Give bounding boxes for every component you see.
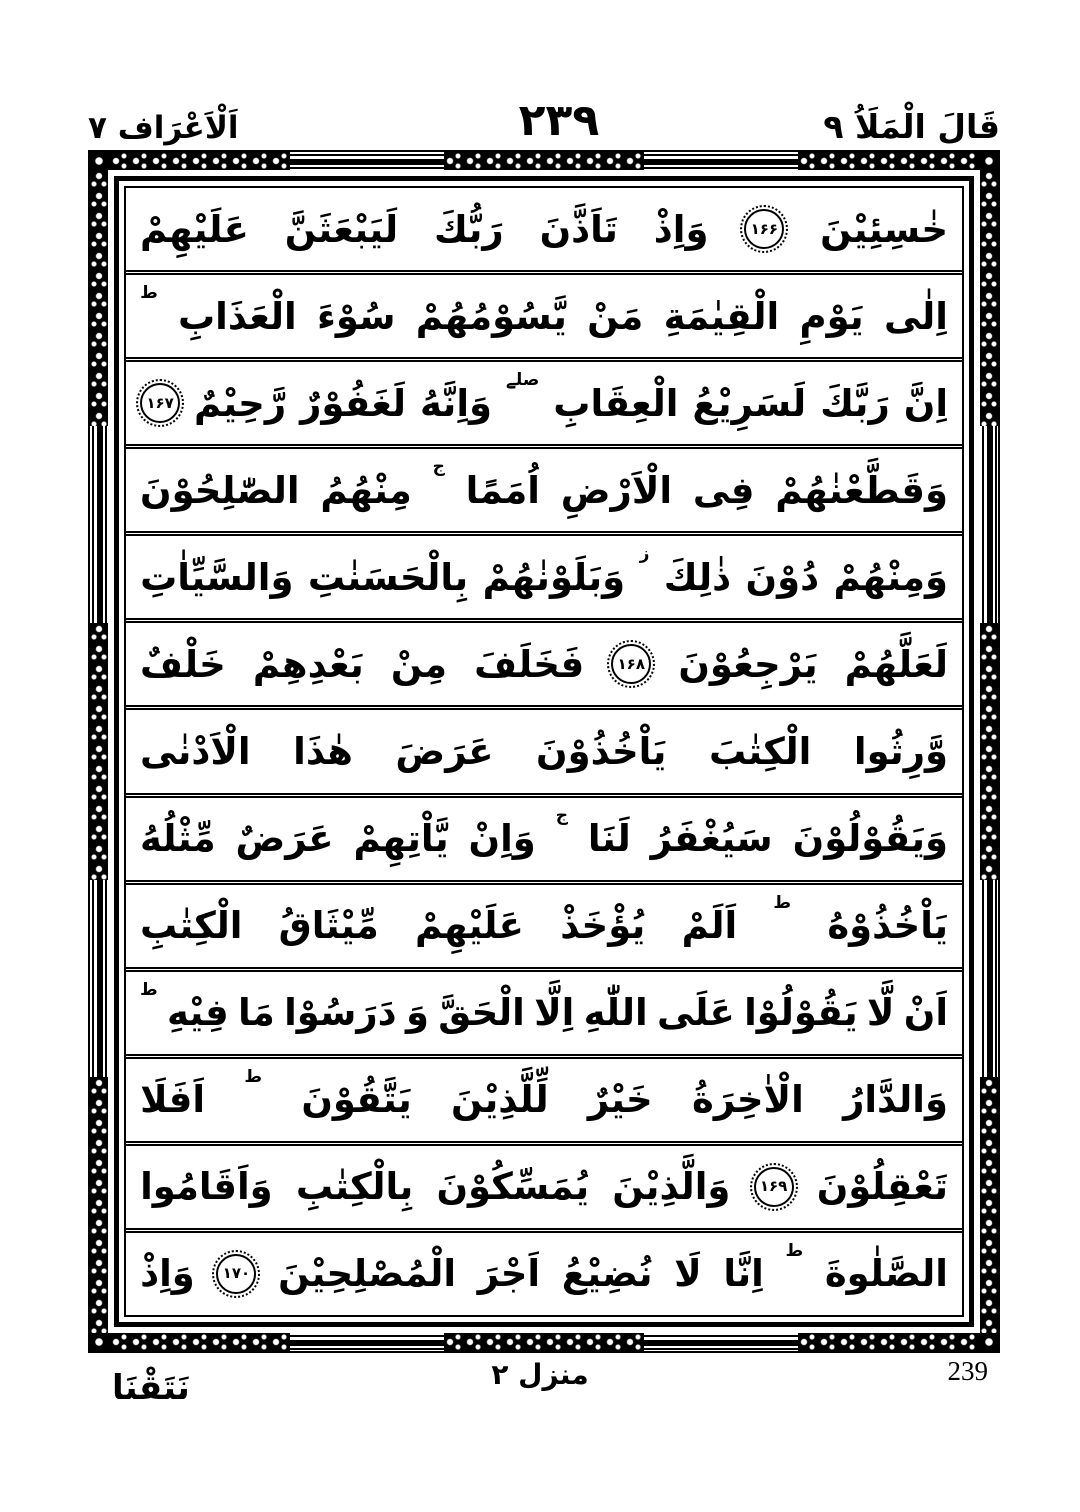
quran-word: فِيْهِ (166, 991, 229, 1035)
quran-word: يُؤْخَذْ (560, 904, 646, 948)
corner-ornament (980, 152, 998, 170)
scroll-ornament (90, 152, 290, 170)
quran-word: تَعْقِلُوْنَ (816, 1165, 948, 1209)
decorative-frame (88, 150, 1000, 1353)
quran-word: يَّسُوْمُهُمْ (415, 294, 567, 338)
quran-word: بِالْكِتٰبِ (295, 1165, 414, 1209)
quran-line (126, 275, 962, 362)
rule-segment (90, 426, 108, 623)
quran-word: تَاَذَّنَ (539, 207, 618, 251)
quran-word: يَرْجِعُوْنَ (678, 642, 818, 686)
inner-frame (114, 176, 974, 1327)
quran-word: وَمِنْهُمْ (833, 555, 948, 599)
quran-word: الْكِتٰبَ (709, 730, 812, 773)
surah-name-label: اَلْاَعْرَاف ۷ (88, 110, 239, 146)
rule-segment (980, 880, 998, 1077)
quran-word: الْاَدْنٰى (140, 730, 251, 773)
rule-segment (980, 426, 998, 623)
scroll-ornament (980, 623, 998, 879)
quran-word: اَجْرَ (477, 1252, 541, 1296)
quran-word: رَّحِيْمٌ (194, 381, 287, 425)
juz-name-label: قَالَ الْمَلَاُ ۹ (823, 107, 1000, 146)
page-number-latin: 239 (947, 1356, 988, 1386)
scroll-ornament (798, 152, 998, 170)
quran-word: مِّثْلُهُ (140, 817, 216, 861)
corner-ornament (90, 152, 108, 170)
quran-word: عَلَيْهِمْ (415, 904, 524, 948)
quran-word: دُوْنَ (745, 555, 820, 599)
quran-word: وَقَطَّعْنٰهُمْ (775, 468, 948, 512)
waqf-stop-mark: صلے (505, 370, 540, 391)
quran-word: مِنْهُمُ (320, 468, 412, 512)
quran-word: الْعَذَابِ (178, 294, 297, 338)
waqf-stop-mark: ط (773, 892, 792, 913)
quran-word: لِّلَّذِيْنَ (451, 1078, 549, 1122)
quran-word: اَنْ (903, 991, 948, 1035)
waqf-stop-mark: ج (432, 457, 445, 478)
quran-word: خٰسِئِيْنَ (820, 207, 948, 251)
quran-word: الصّٰلِحُوْنَ (140, 468, 300, 512)
quran-word: وَ (405, 991, 429, 1035)
quran-word: وَالَّذِيْنَ (612, 1165, 731, 1209)
quran-line (126, 1233, 962, 1315)
quran-word: سُوْءَ (316, 294, 396, 338)
quran-word: الْاٰخِرَةُ (692, 1078, 804, 1122)
quran-word: خَلْفٌ (140, 642, 226, 686)
quran-word: وَاِذْ (140, 1252, 195, 1296)
waqf-stop-mark: ط (140, 283, 158, 304)
rule-segment (644, 1333, 798, 1351)
page-header (88, 84, 1000, 146)
quran-word: لَنَا (587, 817, 631, 861)
verse-end-marker: ۱۷۰ (216, 1254, 256, 1294)
quran-word: رَبُّكَ (434, 207, 504, 251)
quran-word: الْمُصْلِحِيْنَ (278, 1252, 457, 1296)
quran-word: الْقِيٰمَةِ (663, 294, 780, 338)
waqf-stop-mark: ط (785, 1240, 804, 1261)
quran-word: الْحَقَّ (438, 991, 525, 1035)
quran-word: يُمَسِّكُوْنَ (436, 1165, 590, 1209)
quran-word: بِالْحَسَنٰتِ (307, 555, 469, 599)
quran-word: اِلٰى (883, 294, 948, 338)
quran-word: اُمَمًا (465, 468, 540, 512)
rule-segment (290, 152, 444, 170)
quran-word: يَوْمِ (799, 294, 864, 338)
quran-word: الْكِتٰبِ (140, 904, 243, 948)
quran-word: عَرَضَ (395, 730, 494, 773)
scroll-ornament (444, 1333, 644, 1351)
quran-word: وَاِنْ (468, 817, 536, 861)
quran-word: وَاِذْ (653, 207, 709, 251)
quran-line (126, 1146, 962, 1233)
quran-word: لَغَفُوْرٌ (300, 381, 407, 425)
quran-word: عَلَى (657, 991, 735, 1035)
border-band-bottom (90, 1333, 998, 1351)
quran-word: يَتَّقُوْنَ (301, 1078, 412, 1122)
quran-word: يَاْخُذُوْهُ (827, 904, 948, 948)
scroll-ornament (90, 1333, 290, 1351)
border-band-left (90, 170, 108, 1333)
waqf-stop-mark: ط (244, 1066, 263, 1087)
corner-ornament (980, 1333, 998, 1351)
quran-line (126, 623, 962, 710)
border-band-top (90, 152, 998, 170)
quran-line (126, 536, 962, 623)
rule-segment (644, 152, 798, 170)
corner-ornament (90, 1333, 108, 1351)
quran-word: عَلَيْهِمْ (140, 207, 249, 251)
scroll-ornament (798, 1333, 998, 1351)
quran-word: اِنَّا (723, 1252, 764, 1296)
quran-word: فَخَلَفَ (474, 642, 585, 686)
quran-word: مَنْ (587, 294, 644, 338)
page-number-arabic: ۲۳۹ (518, 95, 600, 146)
scroll-ornament (90, 1077, 108, 1333)
quran-word: سَيُغْفَرُ (650, 817, 773, 861)
quran-word: هٰذَا (293, 730, 353, 773)
quran-line (126, 972, 962, 1059)
verse-end-marker: ۱۶۷ (140, 383, 180, 423)
scroll-ornament (90, 623, 108, 879)
quran-word: عَرَضٌ (235, 817, 334, 861)
quran-word: اَلَمْ (681, 904, 738, 948)
quran-word: لَا (674, 1252, 702, 1296)
quran-word: رَبَّكَ (820, 381, 890, 425)
quran-word: مَا (238, 991, 275, 1035)
scroll-ornament (980, 1077, 998, 1333)
scroll-ornament (444, 152, 644, 170)
quran-word: مِّيْثَاقُ (278, 904, 379, 948)
quran-line (126, 710, 962, 797)
quran-word: وَالسَّيِّاٰتِ (140, 555, 294, 599)
quran-word: وَاَقَامُوا (140, 1165, 273, 1209)
quran-line (126, 885, 962, 972)
quran-word: الْاَرْضِ (560, 468, 673, 512)
rule-segment (90, 880, 108, 1077)
mushaf-lines (124, 186, 964, 1317)
quran-word: الصَّلٰوةَ (824, 1252, 948, 1296)
quran-word: فِى (692, 468, 755, 512)
scroll-ornament (90, 170, 108, 426)
catchword: نَتَقْنَا (112, 1368, 190, 1408)
quran-word: يَاْخُذُوْنَ (536, 730, 667, 773)
quran-word: لَّا (866, 991, 895, 1035)
quran-word: اِنَّ (903, 381, 948, 425)
quran-word: اَفَلَا (140, 1078, 206, 1122)
quran-word: وَاِنَّهُ (419, 381, 492, 425)
quran-word: وَالدَّارُ (843, 1078, 948, 1122)
verse-end-marker: ۱۶۶ (744, 209, 784, 249)
verse-end-marker: ۱۶۹ (754, 1167, 794, 1207)
quran-word: اللّٰهِ (583, 991, 648, 1035)
quran-word: لَعَلَّهُمْ (844, 642, 948, 686)
quran-line (126, 1059, 962, 1146)
verse-end-marker: ۱۶۸ (611, 644, 651, 684)
quran-word: الْعِقَابِ (553, 381, 679, 425)
quran-word: وَبَلَوْنٰهُمْ (482, 555, 626, 599)
quran-word: يَّاْتِهِمْ (353, 817, 449, 861)
border-band-right (980, 170, 998, 1333)
quran-word: وَّرِثُوا (853, 730, 948, 773)
quran-word: يَقُوْلُوْا (744, 991, 858, 1035)
quran-line (126, 798, 962, 885)
manzil-label: منزل ۲ (491, 1358, 589, 1391)
quran-word: مِنْ (390, 642, 448, 686)
quran-line (126, 362, 962, 449)
quran-word: اِلَّا (534, 991, 575, 1035)
waqf-stop-mark: ط (140, 979, 158, 1000)
quran-line (126, 188, 962, 275)
quran-word: دَرَسُوْا (284, 991, 397, 1035)
waqf-stop-mark: ج (555, 805, 568, 826)
quran-word: لَسَرِيْعُ (692, 381, 807, 425)
quran-word: بَعْدِهِمْ (252, 642, 364, 686)
quran-word: لَيَبْعَثَنَّ (284, 207, 399, 251)
quran-word: ذٰلِكَ (663, 555, 732, 599)
rule-segment (290, 1333, 444, 1351)
quran-word: خَيْرٌ (587, 1078, 653, 1122)
quran-word: وَيَقُوْلُوْنَ (792, 817, 948, 861)
waqf-stop-mark: ز (639, 544, 650, 565)
quran-word: نُضِيْعُ (561, 1252, 653, 1296)
scroll-ornament (980, 170, 998, 426)
quran-line (126, 449, 962, 536)
